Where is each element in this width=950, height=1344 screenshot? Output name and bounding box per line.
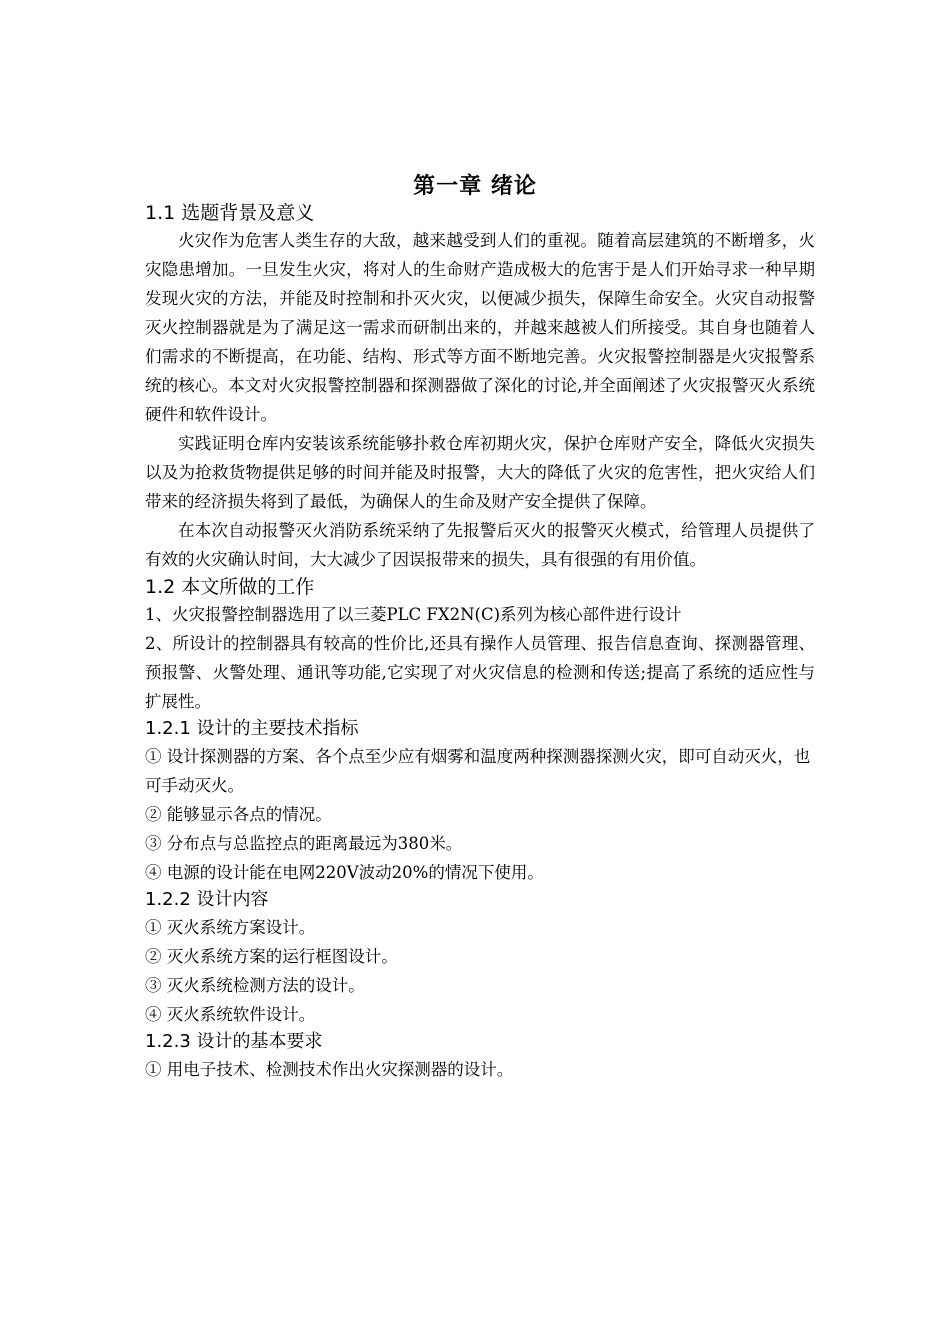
content-item-3: ③ 灭火系统检测方法的设计。 bbox=[145, 976, 365, 995]
content-item-4: ④ 灭火系统软件设计。 bbox=[145, 1005, 316, 1024]
section-heading-1-2: 1.2 本文所做的工作 bbox=[145, 576, 315, 598]
requirement-item-1: ① 用电子技术、检测技术作出火灾探测器的设计。 bbox=[145, 1060, 514, 1079]
content-item-1: ① 灭火系统方案设计。 bbox=[145, 918, 316, 937]
spec-item-3: ③ 分布点与总监控点的距离最远为380米。 bbox=[145, 834, 463, 853]
work-item-1: 1、火灾报警控制器选用了以三菱PLC FX2N(C)系列为核心部件进行设计 bbox=[145, 605, 682, 624]
spec-item-2: ② 能够显示各点的情况。 bbox=[145, 805, 332, 824]
section-heading-1-2-2: 1.2.2 设计内容 bbox=[145, 889, 269, 910]
content-item-2: ② 灭火系统方案的运行框图设计。 bbox=[145, 947, 398, 966]
paragraph-background-1: 火灾作为危害人类生存的大敌，越来越受到人们的重视。随着高层建筑的不断增多，火灾隐患增加。一旦发生火灾，将对人的生命财产造成极大的危害于是人们开始寻求一种早期发现火灾的方法，并能及时控制和扑灭火灾，以便减少损失，保障生命安全。火灾自动报警灭火控制器就是为了满足这一需求而研制出来的，并越来越被人们所接受。其自身也随着人们需求的不断提高，在功能、结构、形式等方面不断地完善。火灾报警控制器是火灾报警系统的核心。本文对火灾报警控制器和探测器做了深化的讨论,并全面阐述了火灾报警灭火系统硬件和软件设计。 bbox=[145, 231, 815, 424]
work-item-2: 2、所设计的控制器具有较高的性价比,还具有操作人员管理、报告信息查询、探测器管理、预报警、火警处理、通讯等功能,它实现了对火灾信息的检测和传送;提高了系统的适应性与扩展性。 bbox=[145, 634, 815, 711]
section-heading-1-2-3: 1.2.3 设计的基本要求 bbox=[145, 1031, 323, 1052]
spec-item-4: ④ 电源的设计能在电网220V波动20%的情况下使用。 bbox=[145, 863, 544, 882]
paragraph-background-2: 实践证明仓库内安装该系统能够扑救仓库初期火灾，保护仓库财产安全，降低火灾损失以及为抢救货物提供足够的时间并能及时报警，大大的降低了火灾的危害性，把火灾给人们带来的经济损失将到了最低，为确保人的生命及财产安全提供了保障。 bbox=[145, 434, 815, 511]
section-heading-1-1: 1.1 选题背景及意义 bbox=[145, 202, 315, 224]
document-body bbox=[145, 200, 815, 1084]
paragraph-background-3: 在本次自动报警灭火消防系统采纳了先报警后灭火的报警灭火模式，给管理人员提供了有效的火灾确认时间，大大减少了因误报带来的损失，具有很强的有用价值。 bbox=[145, 521, 815, 569]
section-heading-1-2-1: 1.2.1 设计的主要技术指标 bbox=[145, 718, 359, 739]
chapter-title: 第一章 绪论 bbox=[413, 174, 537, 199]
spec-item-1: ① 设计探测器的方案、各个点至少应有烟雾和温度两种探测器探测火灾，即可自动灭火，也可手动灭火。 bbox=[145, 747, 811, 795]
